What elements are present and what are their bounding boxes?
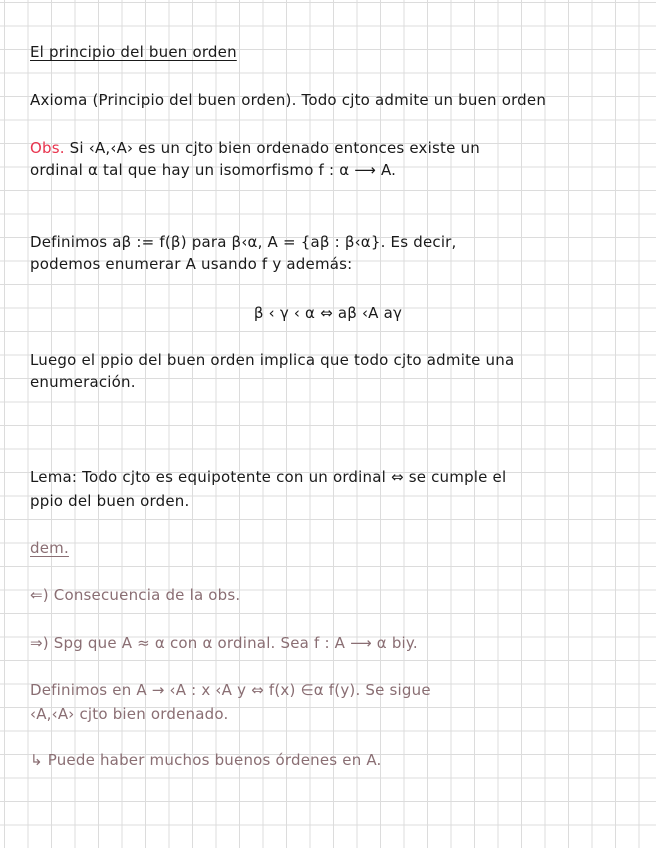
- proof-definimos-1: Definimos en A → ‹A : x ‹A y ⇔ f(x) ∈α f(y). Se sigue: [30, 681, 431, 699]
- obs-line-2: ordinal α tal que hay un isomorfismo f : α ⟶ A.: [30, 161, 397, 179]
- definimos-line-2: podemos enumerar A usando f y además:: [30, 255, 353, 273]
- obs-label: Obs.: [30, 139, 65, 157]
- obs-text-1: Si ‹A,‹A› es un cjto bien ordenado entonces existe un: [64, 139, 480, 157]
- proof-right-direction: ⇒) Spg que A ≈ α con α ordinal. Sea f : A ⟶ α biy.: [30, 634, 418, 652]
- proof-left-direction: ⇐) Consecuencia de la obs.: [30, 586, 241, 604]
- luego-line-2: enumeración.: [30, 373, 136, 391]
- proof-definimos-2: ‹A,‹A› cjto bien ordenado.: [30, 705, 229, 723]
- definimos-line-1: Definimos aβ := f(β) para β‹α, A = {aβ : β‹α}. Es decir,: [30, 233, 457, 251]
- proof-dem-label: dem.: [30, 539, 69, 557]
- luego-line-1: Luego el ppio del buen orden implica que todo cjto admite una: [30, 351, 515, 369]
- obs-line-1: [30, 138, 480, 158]
- page-title: El principio del buen orden: [30, 43, 237, 61]
- lema-line-2: ppio del buen orden.: [30, 492, 190, 510]
- centered-formula: β ‹ γ ‹ α ⇔ aβ ‹A aγ: [253, 304, 403, 322]
- lema-line-1: Lema: Todo cjto es equipotente con un ordinal ⇔ se cumple el: [30, 468, 507, 486]
- axiom-line: Axioma (Principio del buen orden). Todo cjto admite un buen orden: [30, 91, 547, 109]
- proof-note: ↳ Puede haber muchos buenos órdenes en A.: [30, 751, 382, 769]
